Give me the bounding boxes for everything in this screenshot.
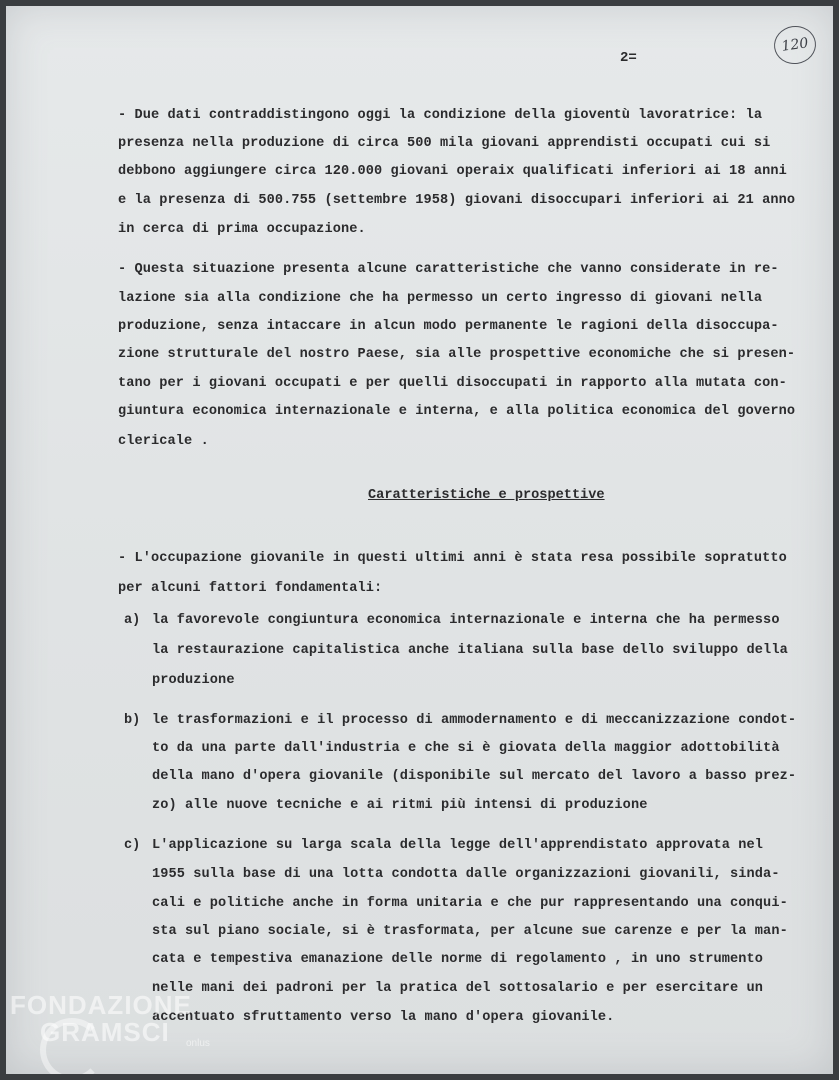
text-line: debbono aggiungere circa 120.000 giovani operaix qualificati inferiori ai 18 anni: [118, 164, 787, 179]
text-line: produzione: [152, 673, 235, 688]
text-line: lazione sia alla condizione che ha permesso un certo ingresso di giovani nella: [118, 291, 763, 306]
text-line: accentuato sfruttamento verso la mano d'opera giovanile.: [152, 1010, 615, 1025]
text-line: - Due dati contraddistingono oggi la condizione della gioventù lavoratrice: la: [118, 108, 763, 123]
text-line: clericale .: [118, 434, 209, 449]
text-line: cali e politiche anche in forma unitaria e che pur rappresentando una conqui-: [152, 896, 788, 911]
text-line: - Questa situazione presenta alcune caratteristiche che vanno considerate in re-: [118, 262, 779, 277]
text-line: zione strutturale del nostro Paese, sia alle prospettive economiche che si presen-: [118, 347, 796, 362]
text-line: della mano d'opera giovanile (disponibile sul mercato del lavoro a basso prez-: [152, 769, 797, 784]
text-line: sta sul piano sociale, si è trasformata, per alcune sue carenze e per la man-: [152, 924, 788, 939]
list-marker: c): [124, 838, 141, 853]
text-line: presenza nella produzione di circa 500 mila giovani apprendisti occupati cui si: [118, 136, 771, 151]
archive-watermark: [10, 990, 210, 1049]
text-line: zo) alle nuove tecniche e ai ritmi più intensi di produzione: [152, 798, 648, 813]
text-line: - L'occupazione giovanile in questi ultimi anni è stata resa possibile sopratutto: [118, 551, 787, 566]
archive-number-stamp: 120: [772, 23, 819, 66]
text-line: L'applicazione su larga scala della legge dell'apprendistato approvata nel: [152, 838, 764, 853]
watermark-suffix: onlus: [186, 1038, 210, 1049]
text-line: produzione, senza intaccare in alcun modo permanente le ragioni della disoccupa-: [118, 319, 779, 334]
text-line: nelle mani dei padroni per la pratica del sottosalario e per esercitare un: [152, 981, 764, 996]
text-line: e la presenza di 500.755 (settembre 1958) giovani disoccupari inferiori ai 21 anno: [118, 193, 796, 208]
document-page: [6, 6, 833, 1074]
text-line: le trasformazioni e il processo di ammodernamento e di meccanizzazione condot-: [152, 713, 797, 728]
watermark-line-2: GRAMSCI: [40, 1017, 170, 1047]
text-line: per alcuni fattori fondamentali:: [118, 581, 383, 596]
page-number: 2=: [620, 50, 637, 66]
watermark-logo-icon: [40, 1018, 104, 1074]
list-marker: b): [124, 713, 141, 728]
text-line: tano per i giovani occupati e per quelli disoccupati in rapporto alla mutata con-: [118, 376, 787, 391]
text-line: in cerca di prima occupazione.: [118, 222, 366, 237]
text-line: 1955 sulla base di una lotta condotta dalle organizzazioni giovanili, sinda-: [152, 867, 780, 882]
text-line: to da una parte dall'industria e che si è giovata della maggior adottobilità: [152, 741, 780, 756]
text-line: giuntura economica internazionale e interna, e alla politica economica del governo: [118, 404, 796, 419]
list-marker: a): [124, 613, 141, 628]
section-heading: Caratteristiche e prospettive: [368, 488, 605, 503]
text-line: la favorevole congiuntura economica internazionale e interna che ha permesso: [152, 613, 780, 628]
text-line: cata e tempestiva emanazione delle norme di regolamento , in uno strumento: [152, 952, 764, 967]
watermark-line-1: FONDAZIONE: [10, 990, 192, 1020]
text-line: la restaurazione capitalistica anche italiana sulla base dello sviluppo della: [152, 643, 788, 658]
